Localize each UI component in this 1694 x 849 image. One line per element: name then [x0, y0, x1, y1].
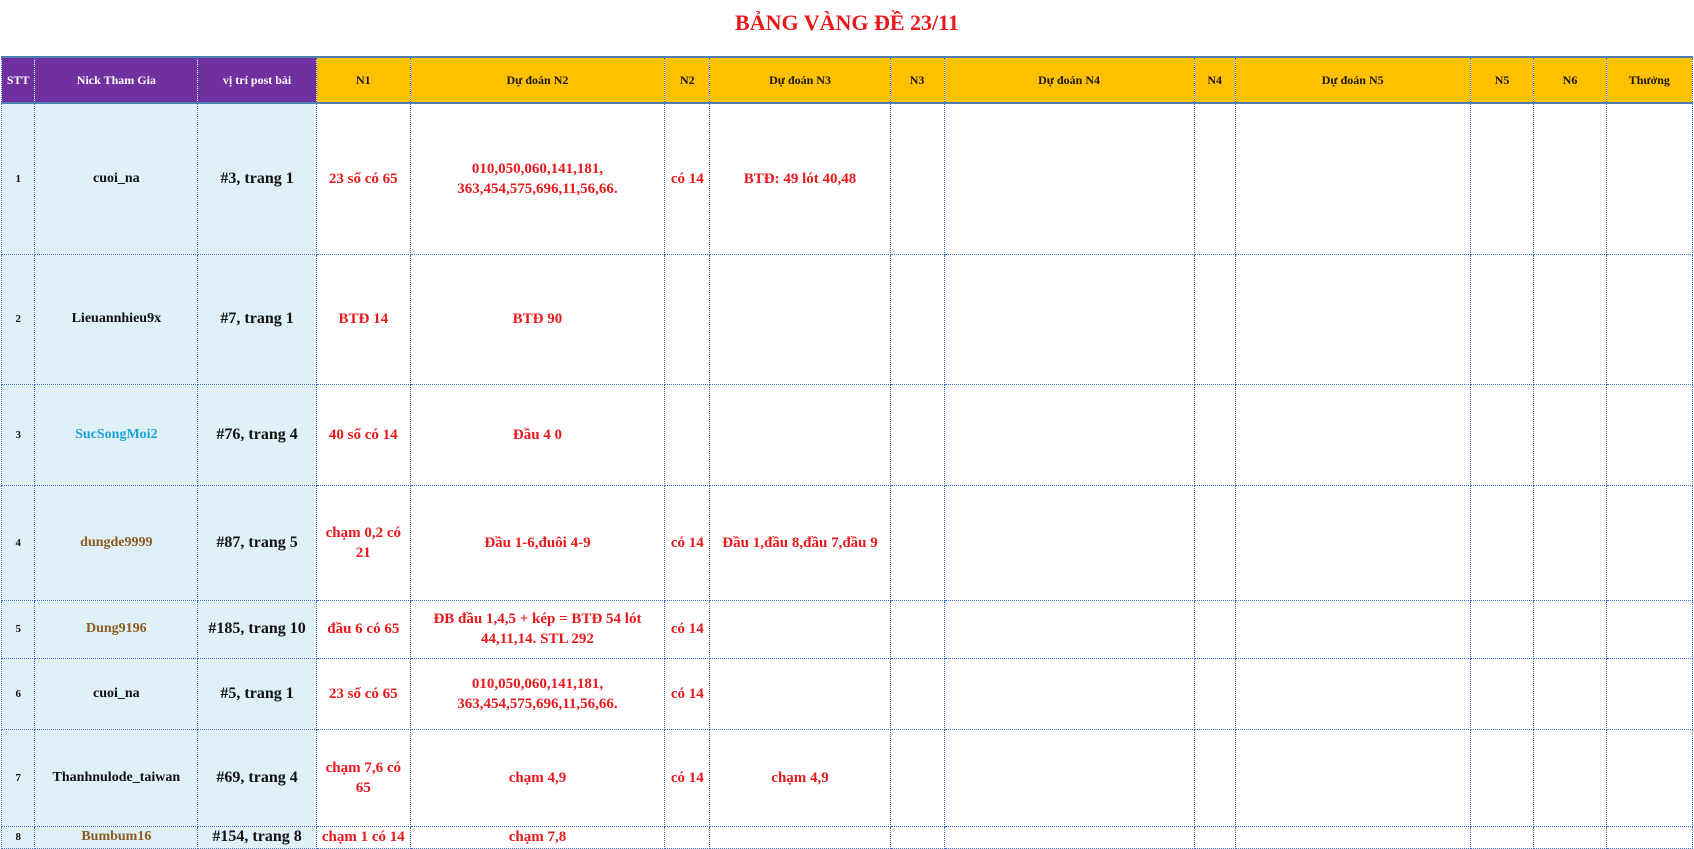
- header-stt[interactable]: STT: [2, 57, 35, 103]
- position-cell[interactable]: #5, trang 1: [198, 658, 317, 729]
- n4-cell[interactable]: [1194, 384, 1235, 485]
- n5-cell[interactable]: [1470, 658, 1534, 729]
- thuong-cell[interactable]: [1606, 254, 1692, 384]
- stt-cell[interactable]: 7: [2, 729, 35, 826]
- du-doan-n4-cell[interactable]: [944, 254, 1194, 384]
- du-doan-n3-cell[interactable]: [710, 600, 890, 658]
- n6-cell[interactable]: [1534, 658, 1606, 729]
- header-n4[interactable]: N4: [1194, 57, 1235, 103]
- nick-cell[interactable]: dungde9999: [35, 485, 198, 600]
- n1-cell[interactable]: 23 số có 65: [316, 658, 410, 729]
- n5-cell[interactable]: [1470, 103, 1534, 254]
- nick-cell[interactable]: Bumbum16: [35, 826, 198, 848]
- results-table: [1, 56, 1693, 849]
- n4-cell[interactable]: [1194, 826, 1235, 848]
- header-du-doan-n5[interactable]: Dự đoán N5: [1235, 57, 1470, 103]
- du-doan-n3-cell[interactable]: BTĐ: 49 lót 40,48: [710, 103, 890, 254]
- thuong-cell[interactable]: [1606, 600, 1692, 658]
- n5-cell[interactable]: [1470, 600, 1534, 658]
- header-n2[interactable]: N2: [665, 57, 710, 103]
- position-cell[interactable]: #154, trang 8: [198, 826, 317, 848]
- du-doan-n3-cell[interactable]: [710, 658, 890, 729]
- n1-cell[interactable]: chạm 7,6 có 65: [316, 729, 410, 826]
- du-doan-n4-cell[interactable]: [944, 600, 1194, 658]
- header-n5[interactable]: N5: [1470, 57, 1534, 103]
- n2-cell[interactable]: có 14: [665, 103, 710, 254]
- du-doan-n4-cell[interactable]: [944, 658, 1194, 729]
- du-doan-n4-cell[interactable]: [944, 826, 1194, 848]
- header-nick[interactable]: Nick Tham Gia: [35, 57, 198, 103]
- n3-cell[interactable]: [890, 485, 944, 600]
- position-cell[interactable]: #69, trang 4: [198, 729, 317, 826]
- header-du-doan-n3[interactable]: Dự đoán N3: [710, 57, 890, 103]
- n6-cell[interactable]: [1534, 600, 1606, 658]
- du-doan-n2-cell[interactable]: Đầu 1-6,đuôi 4-9: [410, 485, 665, 600]
- n3-cell[interactable]: [890, 254, 944, 384]
- header-n3[interactable]: N3: [890, 57, 944, 103]
- du-doan-n4-cell[interactable]: [944, 729, 1194, 826]
- n4-cell[interactable]: [1194, 600, 1235, 658]
- n5-cell[interactable]: [1470, 485, 1534, 600]
- header-row: [2, 57, 1693, 103]
- n2-cell[interactable]: [665, 826, 710, 848]
- n1-cell[interactable]: 40 số có 14: [316, 384, 410, 485]
- du-doan-n2-cell[interactable]: 010,050,060,141,181, 363,454,575,696,11,56,66.: [410, 658, 665, 729]
- du-doan-n5-cell[interactable]: [1235, 485, 1470, 600]
- nick-cell[interactable]: cuoi_na: [35, 103, 198, 254]
- header-n6[interactable]: N6: [1534, 57, 1606, 103]
- n3-cell[interactable]: [890, 658, 944, 729]
- position-cell[interactable]: #76, trang 4: [198, 384, 317, 485]
- du-doan-n2-cell[interactable]: ĐB đầu 1,4,5 + kép = BTĐ 54 lót 44,11,14. STL 292: [410, 600, 665, 658]
- n3-cell[interactable]: [890, 600, 944, 658]
- du-doan-n2-cell[interactable]: BTĐ 90: [410, 254, 665, 384]
- n2-cell[interactable]: có 14: [665, 485, 710, 600]
- n4-cell[interactable]: [1194, 254, 1235, 384]
- position-cell[interactable]: #3, trang 1: [198, 103, 317, 254]
- du-doan-n5-cell[interactable]: [1235, 254, 1470, 384]
- stt-cell[interactable]: 8: [2, 826, 35, 848]
- n4-cell[interactable]: [1194, 658, 1235, 729]
- n1-cell[interactable]: chạm 0,2 có 21: [316, 485, 410, 600]
- du-doan-n5-cell[interactable]: [1235, 826, 1470, 848]
- n1-cell[interactable]: BTĐ 14: [316, 254, 410, 384]
- table-row: [2, 826, 1693, 848]
- sheet-title: BẢNG VÀNG ĐỀ 23/11: [735, 10, 959, 35]
- thuong-cell[interactable]: [1606, 729, 1692, 826]
- stt-cell[interactable]: 1: [2, 103, 35, 254]
- nick-cell[interactable]: Dung9196: [35, 600, 198, 658]
- n4-cell[interactable]: [1194, 729, 1235, 826]
- thuong-cell[interactable]: [1606, 826, 1692, 848]
- thuong-cell[interactable]: [1606, 103, 1692, 254]
- nick-cell[interactable]: cuoi_na: [35, 658, 198, 729]
- n5-cell[interactable]: [1470, 384, 1534, 485]
- stt-cell[interactable]: 2: [2, 254, 35, 384]
- n3-cell[interactable]: [890, 729, 944, 826]
- n1-cell[interactable]: chạm 1 có 14: [316, 826, 410, 848]
- n1-cell[interactable]: đầu 6 có 65: [316, 600, 410, 658]
- du-doan-n3-cell[interactable]: [710, 826, 890, 848]
- n3-cell[interactable]: [890, 384, 944, 485]
- n6-cell[interactable]: [1534, 729, 1606, 826]
- table-row: [2, 384, 1693, 485]
- table-row: [2, 729, 1693, 826]
- n5-cell[interactable]: [1470, 826, 1534, 848]
- table-row: [2, 254, 1693, 384]
- position-cell[interactable]: #87, trang 5: [198, 485, 317, 600]
- n4-cell[interactable]: [1194, 485, 1235, 600]
- stt-cell[interactable]: 4: [2, 485, 35, 600]
- n4-cell[interactable]: [1194, 103, 1235, 254]
- n2-cell[interactable]: có 14: [665, 600, 710, 658]
- du-doan-n5-cell[interactable]: [1235, 384, 1470, 485]
- n2-cell[interactable]: [665, 384, 710, 485]
- nick-cell[interactable]: Lieuannhieu9x: [35, 254, 198, 384]
- n5-cell[interactable]: [1470, 729, 1534, 826]
- header-du-doan-n4[interactable]: Dự đoán N4: [944, 57, 1194, 103]
- header-thuong[interactable]: Thưởng: [1606, 57, 1692, 103]
- stt-cell[interactable]: 5: [2, 600, 35, 658]
- du-doan-n2-cell[interactable]: 010,050,060,141,181, 363,454,575,696,11,56,66.: [410, 103, 665, 254]
- table-row: [2, 658, 1693, 729]
- thuong-cell[interactable]: [1606, 658, 1692, 729]
- du-doan-n5-cell[interactable]: [1235, 103, 1470, 254]
- du-doan-n3-cell[interactable]: [710, 384, 890, 485]
- table-row: [2, 600, 1693, 658]
- n1-cell[interactable]: 23 số có 65: [316, 103, 410, 254]
- header-position[interactable]: vị trí post bài: [198, 57, 317, 103]
- stt-cell[interactable]: 6: [2, 658, 35, 729]
- n2-cell[interactable]: có 14: [665, 658, 710, 729]
- stt-cell[interactable]: 3: [2, 384, 35, 485]
- position-cell[interactable]: #185, trang 10: [198, 600, 317, 658]
- n6-cell[interactable]: [1534, 254, 1606, 384]
- du-doan-n3-cell[interactable]: Đầu 1,đầu 8,đầu 7,đầu 9: [710, 485, 890, 600]
- n6-cell[interactable]: [1534, 826, 1606, 848]
- nick-cell[interactable]: Thanhnulode_taiwan: [35, 729, 198, 826]
- n2-cell[interactable]: có 14: [665, 729, 710, 826]
- du-doan-n2-cell[interactable]: chạm 7,8: [410, 826, 665, 848]
- nick-cell[interactable]: SucSongMoi2: [35, 384, 198, 485]
- du-doan-n2-cell[interactable]: Đầu 4 0: [410, 384, 665, 485]
- position-cell[interactable]: #7, trang 1: [198, 254, 317, 384]
- table-body: [2, 103, 1693, 848]
- thuong-cell[interactable]: [1606, 485, 1692, 600]
- du-doan-n5-cell[interactable]: [1235, 658, 1470, 729]
- du-doan-n3-cell[interactable]: [710, 254, 890, 384]
- n6-cell[interactable]: [1534, 103, 1606, 254]
- thuong-cell[interactable]: [1606, 384, 1692, 485]
- n2-cell[interactable]: [665, 254, 710, 384]
- n6-cell[interactable]: [1534, 485, 1606, 600]
- du-doan-n4-cell[interactable]: [944, 103, 1194, 254]
- n5-cell[interactable]: [1470, 254, 1534, 384]
- n3-cell[interactable]: [890, 103, 944, 254]
- header-du-doan-n2[interactable]: Dự đoán N2: [410, 57, 665, 103]
- n6-cell[interactable]: [1534, 384, 1606, 485]
- du-doan-n4-cell[interactable]: [944, 485, 1194, 600]
- du-doan-n2-cell[interactable]: chạm 4,9: [410, 729, 665, 826]
- table-row: [2, 103, 1693, 254]
- n3-cell[interactable]: [890, 826, 944, 848]
- table-row: [2, 485, 1693, 600]
- header-n1[interactable]: N1: [316, 57, 410, 103]
- du-doan-n5-cell[interactable]: [1235, 600, 1470, 658]
- du-doan-n4-cell[interactable]: [944, 384, 1194, 485]
- du-doan-n5-cell[interactable]: [1235, 729, 1470, 826]
- du-doan-n3-cell[interactable]: chạm 4,9: [710, 729, 890, 826]
